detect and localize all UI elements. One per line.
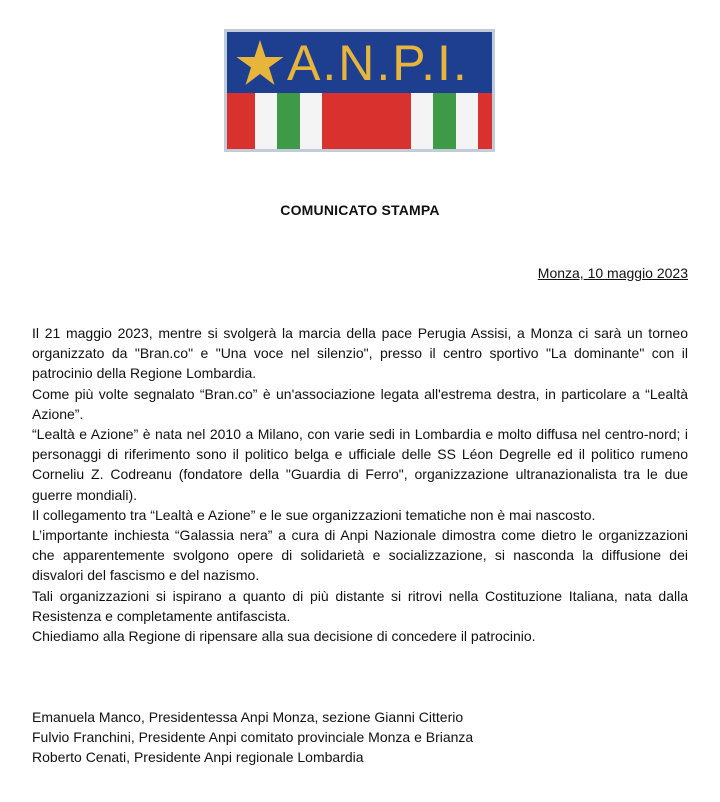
logo-blue-band (227, 32, 492, 93)
logo-red-band (227, 93, 492, 149)
paragraph: Il collegamento tra “Lealtà e Azione” e le sue organizzazioni tematiche non è mai nascosto. (32, 506, 596, 523)
italian-flag-left (255, 93, 322, 149)
star-icon (235, 38, 285, 88)
italian-flag-right (411, 93, 478, 149)
paragraph: “Lealtà e Azione” è nata nel 2010 a Milano, con varie sedi in Lombardia e molto diffusa nel centro-nord; i personaggi di riferimento sono il politico belga e ufficiale delle SS Léon Degrelle ed il politico rumeno Corneliu Z. Codreanu (fondatore della "Guardia di Ferro", organizzazione ultranazionalista tra le due guerre mondiali). (32, 426, 688, 503)
signature-line: Fulvio Franchini, Presidente Anpi comitato provinciale Monza e Brianza (32, 729, 474, 746)
paragraph: L’importante inchiesta “Galassia nera” a cura di Anpi Nazionale dimostra come dietro le organizzazioni che apparentemente svolgono opere di solidarietà e socializzazione, si nasconda la diffusione dei disvalori del fascismo e del nazismo. (32, 527, 688, 584)
signatures (32, 707, 688, 768)
anpi-logo (224, 29, 495, 152)
document-body (32, 323, 688, 646)
paragraph: Tali organizzazioni si ispirano a quanto di più distante si ritrovi nella Costituzione Italiana, nata dalla Resistenza e completamente antifascista. (32, 587, 688, 624)
paragraph: Chiediamo alla Regione di ripensare alla sua decisione di concedere il patrocinio. (32, 628, 536, 645)
paragraph: Il 21 maggio 2023, mentre si svolgerà la marcia della pace Perugia Assisi, a Monza ci sarà un torneo organizzato da "Bran.co" e "Una voce nel silenzio", presso il centro sportivo "La dominante" con il patrocinio della Regione Lombardia. (32, 325, 688, 382)
document-date: Monza, 10 maggio 2023 (537, 265, 688, 281)
logo-text: A.N.P.I. (287, 35, 469, 91)
paragraph: Come più volte segnalato “Bran.co” è un'associazione legata all'estrema destra, in particolare a “Lealtà Azione”. (32, 385, 688, 422)
document-title: COMUNICATO STAMPA (280, 202, 440, 218)
signature-line: Roberto Cenati, Presidente Anpi regionale Lombardia (32, 749, 364, 766)
signature-line: Emanuela Manco, Presidentessa Anpi Monza, sezione Gianni Citterio (32, 709, 464, 725)
